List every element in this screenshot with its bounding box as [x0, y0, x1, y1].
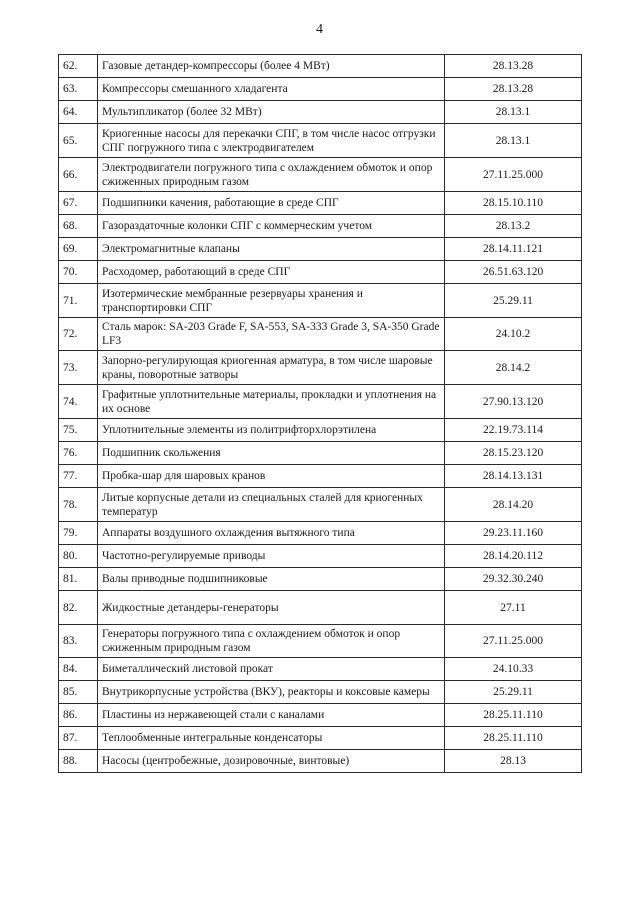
- equipment-table: [58, 54, 582, 773]
- table-row: [59, 681, 582, 704]
- okpd-code: 28.15.23.120: [445, 442, 582, 465]
- row-number: 69.: [59, 238, 98, 261]
- row-number: 66.: [59, 158, 98, 192]
- table-row: [59, 351, 582, 385]
- row-number: 78.: [59, 488, 98, 522]
- okpd-code: 28.14.11.121: [445, 238, 582, 261]
- row-number: 82.: [59, 591, 98, 625]
- table-row: [59, 591, 582, 625]
- row-number: 79.: [59, 522, 98, 545]
- item-name: Подшипники качения, работающие в среде СПГ: [98, 192, 445, 215]
- item-name: Насосы (центробежные, дозировочные, винтовые): [98, 750, 445, 773]
- table-row: [59, 192, 582, 215]
- row-number: 84.: [59, 658, 98, 681]
- row-number: 68.: [59, 215, 98, 238]
- table-row: [59, 284, 582, 318]
- table-row: [59, 545, 582, 568]
- table-row: [59, 750, 582, 773]
- okpd-code: 28.25.11.110: [445, 704, 582, 727]
- equipment-table-body: [59, 55, 582, 773]
- table-row: [59, 465, 582, 488]
- row-number: 85.: [59, 681, 98, 704]
- okpd-code: 29.32.30.240: [445, 568, 582, 591]
- item-name: Биметаллический листовой прокат: [98, 658, 445, 681]
- item-name: Сталь марок: SA-203 Grade F, SA-553, SA-333 Grade 3, SA-350 Grade LF3: [98, 318, 445, 351]
- okpd-code: 27.90.13.120: [445, 385, 582, 419]
- item-name: Пробка-шар для шаровых кранов: [98, 465, 445, 488]
- row-number: 63.: [59, 78, 98, 101]
- row-number: 67.: [59, 192, 98, 215]
- item-name: Мультипликатор (более 32 МВт): [98, 101, 445, 124]
- okpd-code: 28.13.2: [445, 215, 582, 238]
- table-row: [59, 568, 582, 591]
- row-number: 75.: [59, 419, 98, 442]
- row-number: 72.: [59, 318, 98, 351]
- item-name: Внутрикорпусные устройства (ВКУ), реакторы и коксовые камеры: [98, 681, 445, 704]
- item-name: Литые корпусные детали из специальных сталей для криогенных температур: [98, 488, 445, 522]
- item-name: Теплообменные интегральные конденсаторы: [98, 727, 445, 750]
- row-number: 81.: [59, 568, 98, 591]
- item-name: Газовые детандер-компрессоры (более 4 МВт): [98, 55, 445, 78]
- okpd-code: 27.11: [445, 591, 582, 625]
- okpd-code: 28.15.10.110: [445, 192, 582, 215]
- table-row: [59, 727, 582, 750]
- item-name: Жидкостные детандеры-генераторы: [98, 591, 445, 625]
- row-number: 62.: [59, 55, 98, 78]
- okpd-code: 27.11.25.000: [445, 625, 582, 658]
- okpd-code: 28.14.20.112: [445, 545, 582, 568]
- okpd-code: 26.51.63.120: [445, 261, 582, 284]
- table-row: [59, 318, 582, 351]
- item-name: Расходомер, работающий в среде СПГ: [98, 261, 445, 284]
- item-name: Валы приводные подшипниковые: [98, 568, 445, 591]
- table-row: [59, 215, 582, 238]
- okpd-code: 28.13.28: [445, 78, 582, 101]
- row-number: 88.: [59, 750, 98, 773]
- table-row: [59, 658, 582, 681]
- item-name: Изотермические мембранные резервуары хранения и транспортировки СПГ: [98, 284, 445, 318]
- table-row: [59, 419, 582, 442]
- item-name: Пластины из нержавеющей стали с каналами: [98, 704, 445, 727]
- row-number: 87.: [59, 727, 98, 750]
- table-row: [59, 78, 582, 101]
- okpd-code: 28.25.11.110: [445, 727, 582, 750]
- okpd-code: 28.14.13.131: [445, 465, 582, 488]
- item-name: Частотно-регулируемые приводы: [98, 545, 445, 568]
- table-row: [59, 625, 582, 658]
- row-number: 70.: [59, 261, 98, 284]
- row-number: 86.: [59, 704, 98, 727]
- okpd-code: 25.29.11: [445, 681, 582, 704]
- item-name: Аппараты воздушного охлаждения вытяжного типа: [98, 522, 445, 545]
- table-row: [59, 704, 582, 727]
- okpd-code: 28.14.20: [445, 488, 582, 522]
- item-name: Электромагнитные клапаны: [98, 238, 445, 261]
- table-row: [59, 55, 582, 78]
- item-name: Уплотнительные элементы из политрифторхлорэтилена: [98, 419, 445, 442]
- item-name: Электродвигатели погружного типа с охлаждением обмоток и опор сжиженных природным газом: [98, 158, 445, 192]
- row-number: 77.: [59, 465, 98, 488]
- row-number: 83.: [59, 625, 98, 658]
- item-name: Запорно-регулирующая криогенная арматура, в том числе шаровые краны, поворотные затворы: [98, 351, 445, 385]
- row-number: 80.: [59, 545, 98, 568]
- item-name: Криогенные насосы для перекачки СПГ, в том числе насос отгрузки СПГ погружного типа с электродвигателем: [98, 124, 445, 158]
- table-row: [59, 238, 582, 261]
- item-name: Компрессоры смешанного хладагента: [98, 78, 445, 101]
- page-number: 4: [316, 22, 323, 37]
- table-row: [59, 442, 582, 465]
- okpd-code: 24.10.2: [445, 318, 582, 351]
- item-name: Газораздаточные колонки СПГ с коммерческим учетом: [98, 215, 445, 238]
- okpd-code: 28.14.2: [445, 351, 582, 385]
- okpd-code: 28.13.1: [445, 124, 582, 158]
- row-number: 71.: [59, 284, 98, 318]
- okpd-code: 29.23.11.160: [445, 522, 582, 545]
- table-row: [59, 101, 582, 124]
- okpd-code: 25.29.11: [445, 284, 582, 318]
- row-number: 64.: [59, 101, 98, 124]
- table-row: [59, 522, 582, 545]
- row-number: 73.: [59, 351, 98, 385]
- okpd-code: 28.13.28: [445, 55, 582, 78]
- row-number: 65.: [59, 124, 98, 158]
- item-name: Подшипник скольжения: [98, 442, 445, 465]
- table-row: [59, 261, 582, 284]
- row-number: 76.: [59, 442, 98, 465]
- row-number: 74.: [59, 385, 98, 419]
- item-name: Графитные уплотнительные материалы, прокладки и уплотнения на их основе: [98, 385, 445, 419]
- table-row: [59, 124, 582, 158]
- okpd-code: 24.10.33: [445, 658, 582, 681]
- table-row: [59, 158, 582, 192]
- item-name: Генераторы погружного типа с охлаждением обмоток и опор сжиженным природным газом: [98, 625, 445, 658]
- table-row: [59, 488, 582, 522]
- okpd-code: 22.19.73.114: [445, 419, 582, 442]
- okpd-code: 27.11.25.000: [445, 158, 582, 192]
- okpd-code: 28.13.1: [445, 101, 582, 124]
- okpd-code: 28.13: [445, 750, 582, 773]
- table-row: [59, 385, 582, 419]
